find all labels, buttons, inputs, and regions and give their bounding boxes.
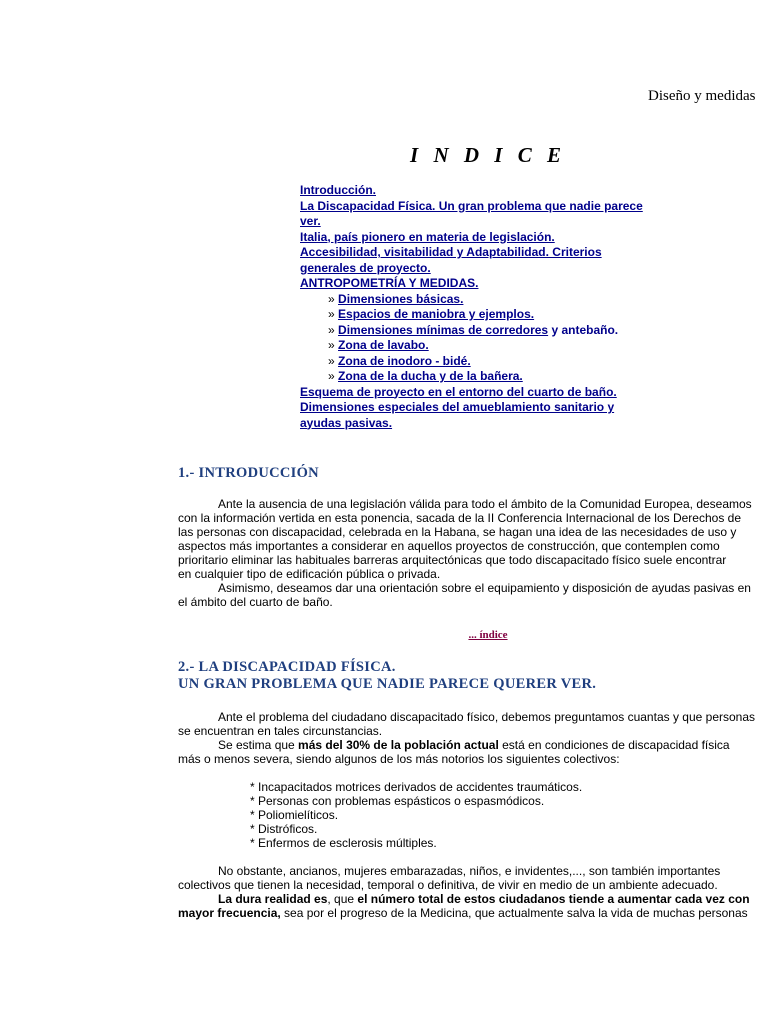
toc-link-text: La Discapacidad Física. Un gran problema que nadie parece bbox=[300, 198, 643, 213]
toc-link-italia[interactable]: Italia, país pionero en materia de legislación. bbox=[300, 229, 555, 244]
index-title: I N D I C E bbox=[410, 143, 566, 167]
paragraph-line: Ante el problema del ciudadano discapacitado físico, debemos preguntamos cuantas y que personas bbox=[218, 710, 756, 724]
toc-sub-item bbox=[300, 369, 680, 385]
arrow-bullet: » bbox=[328, 291, 335, 306]
paragraph-line: las personas con discapacidad, celebrada en la Habana, se hagan una idea de las necesidades de uso y bbox=[178, 525, 737, 539]
paragraph-line: con la información vertida en esta ponencia, sacada de la II Conferencia Internacional de los Derechos de bbox=[178, 511, 742, 525]
section-heading: 2.- LA DISCAPACIDAD FÍSICA. bbox=[178, 659, 396, 675]
paragraph-line: colectivos que tienen la necesidad, temporal o definitiva, de vivir en medio de un ambiente adecuado. bbox=[178, 878, 718, 892]
toc-sub-item bbox=[300, 338, 680, 354]
toc-link-corredores[interactable]: Dimensiones mínimas de corredores bbox=[338, 322, 549, 337]
toc-sub-item bbox=[300, 354, 680, 370]
text-run: Se estima que bbox=[218, 738, 299, 752]
section-introduccion bbox=[178, 465, 768, 609]
paragraph-line bbox=[178, 906, 768, 920]
section-subheading: UN GRAN PROBLEMA QUE NADIE PARECE QUERER VER. bbox=[178, 676, 597, 692]
toc-link-text: ayudas pasivas. bbox=[300, 415, 393, 430]
paragraph-line: Asimismo, deseamos dar una orientación sobre el equipamiento y disposición de ayudas pasivas en bbox=[218, 581, 751, 595]
paragraph-line: prioritario eliminar las habituales barreras arquitectónicas que todo discapacitado físico suele encontrar bbox=[178, 553, 727, 567]
toc-sub-item bbox=[300, 307, 680, 323]
bold-text: el número total de estos ciudadanos tiende a aumentar cada vez con bbox=[357, 892, 750, 906]
bullet-item: * Poliomielíticos. bbox=[250, 808, 339, 822]
bold-text: más del 30% de la población actual bbox=[298, 738, 499, 752]
paragraph-line: el ámbito del cuarto de baño. bbox=[178, 595, 333, 609]
arrow-bullet: » bbox=[328, 369, 335, 383]
paragraph-line: No obstante, ancianos, mujeres embarazadas, niños, e invidentes,..., son también importantes bbox=[218, 864, 721, 878]
toc-link-lavabo[interactable]: Zona de lavabo. bbox=[338, 338, 429, 352]
paragraph-line: más o menos severa, siendo algunos de los más notorios los siguientes colectivos: bbox=[178, 752, 620, 766]
running-header: Diseño y medidas bbox=[648, 88, 756, 104]
toc-link-inodoro[interactable]: Zona de inodoro - bidé. bbox=[338, 353, 471, 368]
text-run: sea por el progreso de la Medicina, que actualmente salva la vida de muchas personas bbox=[280, 906, 748, 920]
toc-link-accesibilidad[interactable] bbox=[300, 245, 602, 275]
toc-link-antropometria[interactable]: ANTROPOMETRÍA Y MEDIDAS. bbox=[300, 276, 479, 290]
section-discapacidad bbox=[178, 659, 768, 920]
toc-link-introduccion[interactable]: Introducción. bbox=[300, 183, 376, 197]
arrow-bullet: » bbox=[328, 307, 335, 321]
toc-link-amueblamiento[interactable] bbox=[300, 400, 614, 430]
text-run: está en condiciones de discapacidad física bbox=[498, 738, 730, 752]
toc-link-esquema[interactable]: Esquema de proyecto en el entorno del cuarto de baño. bbox=[300, 384, 617, 399]
toc-corridor-suffix: y antebaño. bbox=[548, 322, 619, 337]
arrow-bullet: » bbox=[328, 322, 335, 337]
bold-text: mayor frecuencia, bbox=[178, 906, 281, 920]
paragraph-line: Ante la ausencia de una legislación válida para todo el ámbito de la Comunidad Europea, deseamos bbox=[218, 497, 752, 511]
arrow-bullet: » bbox=[328, 338, 335, 352]
toc-link-ducha[interactable]: Zona de la ducha y de la bañera. bbox=[338, 369, 523, 383]
bold-text: La dura realidad es bbox=[218, 892, 328, 906]
paragraph-line bbox=[178, 738, 768, 752]
toc-link-espacios-maniobra[interactable]: Espacios de maniobra y ejemplos. bbox=[338, 307, 535, 321]
bullet-item: * Personas con problemas espásticos o espasmódicos. bbox=[250, 794, 545, 808]
paragraph-line bbox=[178, 892, 768, 906]
back-to-index-link[interactable]: ... índice bbox=[468, 629, 508, 641]
section-heading: 1.- INTRODUCCIÓN bbox=[178, 465, 319, 481]
toc-link-text: generales de proyecto. bbox=[300, 260, 431, 275]
toc-link-text: Accesibilidad, visitabilidad y Adaptabilidad. Criterios bbox=[300, 245, 602, 259]
paragraph-line: aspectos más importantes a considerar en aquellos proyectos de construcción, que contemplen como bbox=[178, 539, 720, 553]
arrow-bullet: » bbox=[328, 353, 335, 368]
toc-link-text: ver. bbox=[300, 214, 321, 228]
toc-sub-item bbox=[300, 292, 680, 308]
toc-sub-item bbox=[300, 323, 680, 339]
text-run: , que bbox=[327, 892, 358, 906]
table-of-contents bbox=[300, 183, 680, 431]
paragraph-line: se encuentran en tales circunstancias. bbox=[178, 724, 383, 738]
toc-link-dimensiones-basicas[interactable]: Dimensiones básicas. bbox=[338, 291, 464, 306]
bullet-item: * Incapacitados motrices derivados de accidentes traumáticos. bbox=[250, 780, 583, 794]
toc-link-discapacidad[interactable] bbox=[300, 199, 643, 229]
paragraph-line: en cualquier tipo de edificación pública o privada. bbox=[178, 567, 441, 581]
bullet-item: * Distróficos. bbox=[250, 822, 318, 836]
bullet-item: * Enfermos de esclerosis múltiples. bbox=[250, 836, 437, 850]
toc-link-text: Dimensiones especiales del amueblamiento sanitario y bbox=[300, 400, 615, 414]
